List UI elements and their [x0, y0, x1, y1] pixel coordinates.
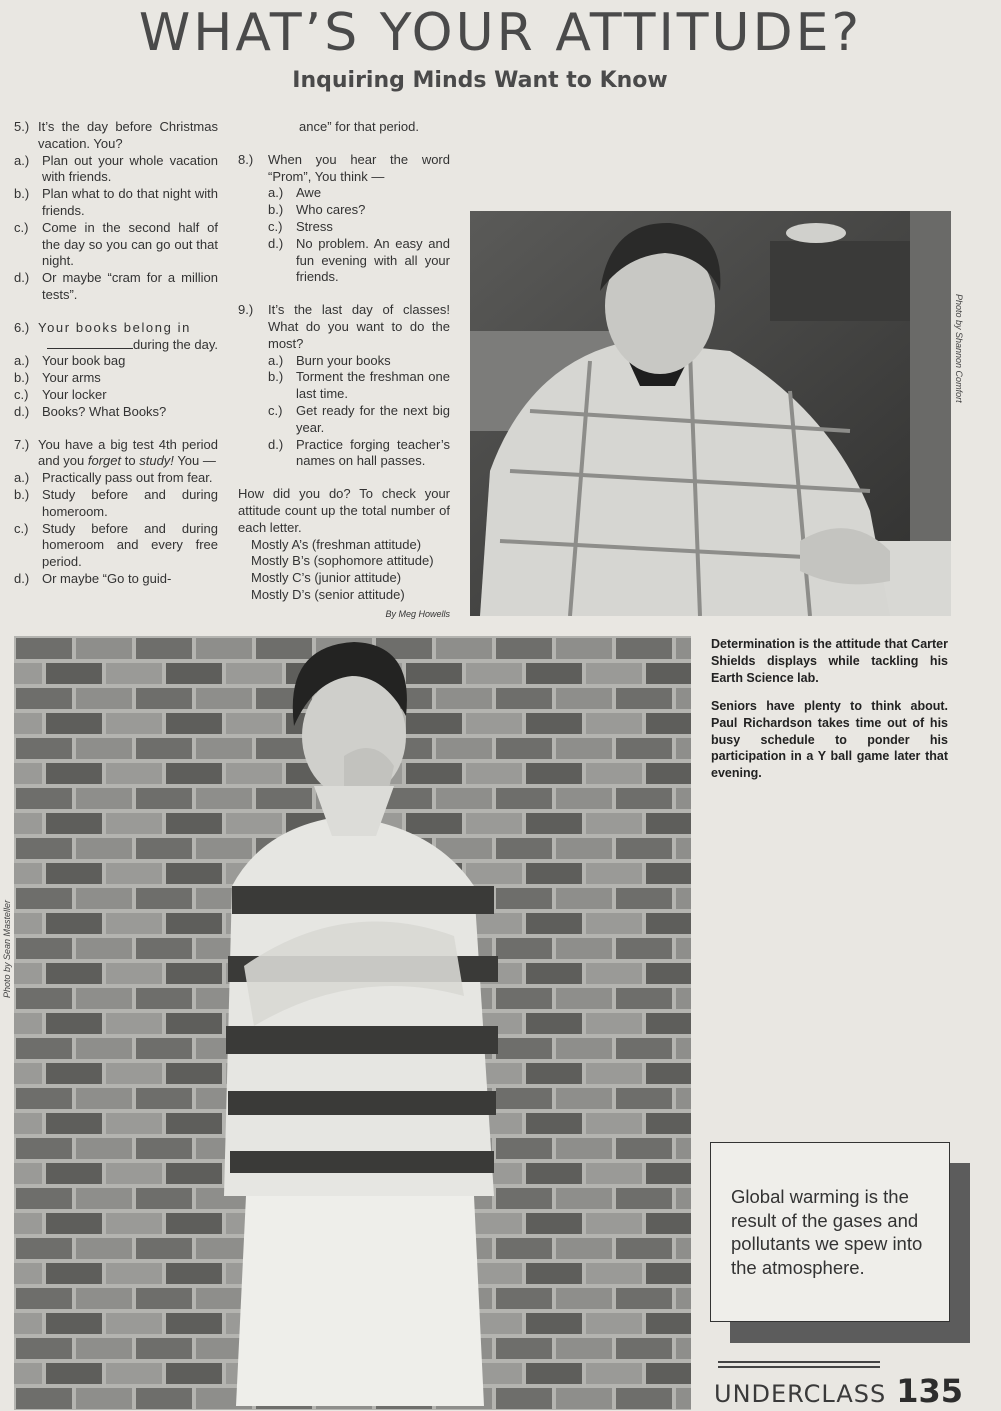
- answer-option: c.) Come in the second half of the day so you can go out that night.: [14, 219, 218, 269]
- answer-option: c.) Your locker: [14, 386, 107, 402]
- photo-credit-top: Photo by Shannon Comfort: [954, 294, 964, 403]
- answer-option: b.) Plan what to do that night with friends.: [14, 186, 218, 218]
- question-7-continuation: ance” for that period.: [299, 119, 419, 134]
- question-number: 5.): [14, 119, 30, 134]
- question-number: 7.): [14, 436, 30, 452]
- question-text: It’s the day before Christmas vacation. You?: [38, 119, 218, 151]
- answer-option: a.) Burn your books: [268, 352, 391, 368]
- answer-option: b.) Your arms: [14, 370, 101, 386]
- question-8: [238, 152, 450, 286]
- quote-text: Global warming is the result of the gases and pollutants we spew into the atmosphere.: [731, 1186, 923, 1278]
- photo-image: [14, 636, 691, 1410]
- photo-student-at-desk: [470, 211, 951, 616]
- answer-option: b.) Study before and during homeroom.: [14, 486, 218, 519]
- photo-credit-bottom: Photo by Sean Masteller: [2, 899, 12, 998]
- question-text: Your books belong in: [38, 319, 191, 335]
- page-number: 135: [896, 1372, 964, 1410]
- footer-rule-bottom: [718, 1366, 880, 1368]
- caption-first-photo: Determination is the attitude that Carter Shields displays while tackling his Earth Science lab.: [711, 637, 948, 685]
- result-line: Mostly D’s (senior attitude): [251, 586, 405, 602]
- answer-option: c.) Study before and during homeroom and every free period.: [14, 520, 218, 570]
- answer-option: a.) Plan out your whole vacation with friends.: [14, 152, 218, 185]
- answer-option: d.) No problem. An easy and fun evening with all your friends.: [268, 235, 450, 285]
- question-number: 9.): [238, 302, 254, 318]
- answer-option: b.) Who cares?: [268, 202, 366, 218]
- scoring-intro: How did you do? To check your attitude count up the total number of each letter.: [238, 486, 450, 535]
- question-5: [14, 119, 218, 304]
- photo-student-brick-wall: [14, 636, 691, 1410]
- answer-option: a.) Your book bag: [14, 353, 126, 369]
- answer-option: c.) Get ready for the next big year.: [268, 402, 450, 435]
- page-subtitle: Inquiring Minds Want to Know: [292, 68, 668, 93]
- photo-image: [470, 211, 951, 616]
- page-title: WHAT’S YOUR ATTITUDE?: [138, 3, 863, 63]
- question-text: It’s the last day of classes! What do you want to do the most?: [268, 302, 450, 351]
- answer-option: b.) Torment the freshman one last time.: [268, 369, 450, 402]
- byline: By Meg Howells: [385, 608, 450, 619]
- answer-option: a.) Practically pass out from fear.: [14, 470, 213, 486]
- question-number: 8.): [238, 151, 254, 167]
- question-9: [238, 302, 450, 470]
- quote-box: [710, 1142, 950, 1322]
- caption-second-photo: Seniors have plenty to think about. Paul Richardson takes time out of his busy schedule to ponder his participation in a Y ball game later that evening.: [711, 699, 948, 781]
- answer-option: d.) Or maybe “Go to guid-: [14, 570, 172, 586]
- answer-option: d.) Books? What Books?: [14, 403, 167, 419]
- footer-rule-top: [718, 1361, 880, 1363]
- question-6: [14, 320, 218, 421]
- answer-option: c.) Stress: [268, 218, 333, 234]
- section-label: UNDERCLASS: [714, 1380, 887, 1408]
- quiz-column-1: [14, 119, 218, 598]
- answer-option: d.) Or maybe “cram for a million tests”.: [14, 270, 218, 302]
- result-line: Mostly B’s (sophomore attitude): [251, 553, 434, 569]
- question-number: 6.): [14, 319, 30, 335]
- question-text-continued: during the day.: [132, 336, 218, 352]
- question-text: When you hear the word “Prom”, You think —: [268, 151, 450, 184]
- result-line: Mostly C’s (junior attitude): [251, 570, 402, 586]
- results-list: [238, 537, 450, 604]
- answer-option: a.) Awe: [268, 185, 322, 201]
- question-text: You have a big test 4th period and you forget to study! You —: [38, 436, 218, 469]
- question-7: [14, 437, 218, 588]
- quiz-column-2: [238, 119, 450, 623]
- page-footer: [714, 1372, 964, 1411]
- result-line: Mostly A’s (freshman attitude): [251, 536, 422, 552]
- fill-in-blank: [47, 337, 133, 349]
- answer-option: d.) Practice forging teacher’s names on hall passes.: [268, 436, 450, 469]
